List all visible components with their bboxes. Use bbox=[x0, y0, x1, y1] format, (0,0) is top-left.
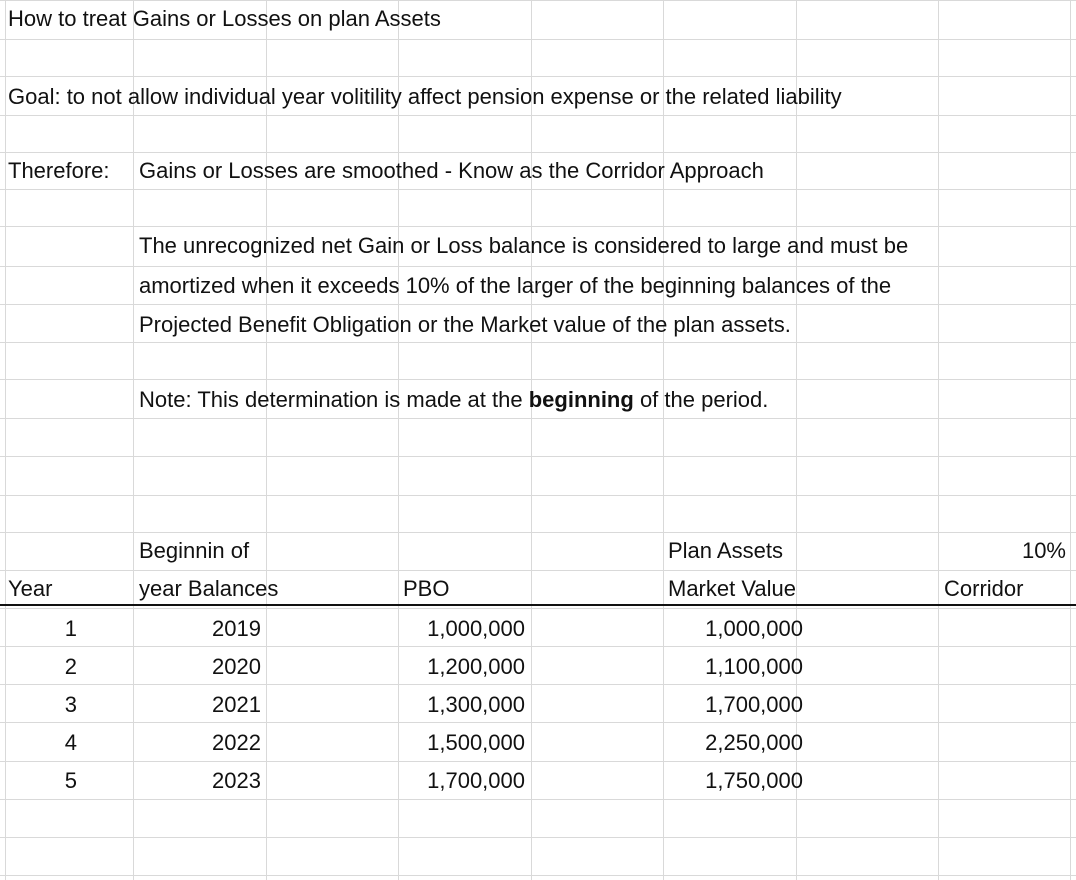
cell-beginning[interactable]: 2023 bbox=[212, 768, 261, 793]
cell-year[interactable]: 4 bbox=[64, 730, 77, 755]
cell-year[interactable]: 1 bbox=[64, 616, 77, 641]
cell-year[interactable]: 3 bbox=[64, 692, 77, 717]
paragraph-line-2[interactable]: amortized when it exceeds 10% of the larger of the beginning balances of the bbox=[139, 273, 892, 298]
cell-market-value[interactable]: 2,250,000 bbox=[705, 730, 803, 755]
note-before: This determination is made at the bbox=[197, 387, 523, 412]
header-beginning-line2[interactable]: year Balances bbox=[139, 576, 279, 601]
therefore-label[interactable]: Therefore: bbox=[8, 158, 110, 183]
paragraph-line-3[interactable]: Projected Benefit Obligation or the Market value of the plan assets. bbox=[139, 312, 791, 337]
paragraph-line-1[interactable]: The unrecognized net Gain or Loss balance is considered to large and must be bbox=[139, 233, 909, 258]
header-corridor[interactable]: Corridor bbox=[944, 576, 1024, 601]
header-plan-assets-line1[interactable]: Plan Assets bbox=[668, 538, 783, 563]
cell-beginning[interactable]: 2021 bbox=[212, 692, 261, 717]
cell-beginning[interactable]: 2019 bbox=[212, 616, 261, 641]
sheet-title[interactable]: How to treat Gains or Losses on plan Assets bbox=[8, 6, 441, 31]
header-pbo[interactable]: PBO bbox=[403, 576, 450, 601]
goal-text[interactable]: Goal: to not allow individual year volitility affect pension expense or the related liability bbox=[8, 84, 842, 109]
header-corridor-pct[interactable]: 10% bbox=[1021, 538, 1066, 563]
note-label: Note: bbox=[139, 387, 192, 412]
cell-pbo[interactable]: 1,500,000 bbox=[427, 730, 525, 755]
header-underline bbox=[0, 604, 1076, 606]
cell-year[interactable]: 2 bbox=[64, 654, 77, 679]
cell-market-value[interactable]: 1,750,000 bbox=[705, 768, 803, 793]
cell-market-value[interactable]: 1,100,000 bbox=[705, 654, 803, 679]
header-beginning-line1[interactable]: Beginnin of bbox=[139, 538, 250, 563]
cell-pbo[interactable]: 1,700,000 bbox=[427, 768, 525, 793]
note-bold-word: beginning bbox=[528, 387, 634, 412]
note-after: of the period. bbox=[639, 387, 769, 412]
note-text[interactable] bbox=[139, 387, 768, 413]
cell-pbo[interactable]: 1,200,000 bbox=[427, 654, 525, 679]
cell-pbo[interactable]: 1,000,000 bbox=[427, 616, 525, 641]
header-year[interactable]: Year bbox=[8, 576, 53, 601]
therefore-text[interactable]: Gains or Losses are smoothed - Know as the Corridor Approach bbox=[139, 158, 764, 183]
cell-beginning[interactable]: 2022 bbox=[212, 730, 261, 755]
cell-pbo[interactable]: 1,300,000 bbox=[427, 692, 525, 717]
cell-year[interactable]: 5 bbox=[64, 768, 77, 793]
header-plan-assets-line2[interactable]: Market Value bbox=[668, 576, 796, 601]
cell-market-value[interactable]: 1,700,000 bbox=[705, 692, 803, 717]
cell-market-value[interactable]: 1,000,000 bbox=[705, 616, 803, 641]
cell-beginning[interactable]: 2020 bbox=[212, 654, 261, 679]
